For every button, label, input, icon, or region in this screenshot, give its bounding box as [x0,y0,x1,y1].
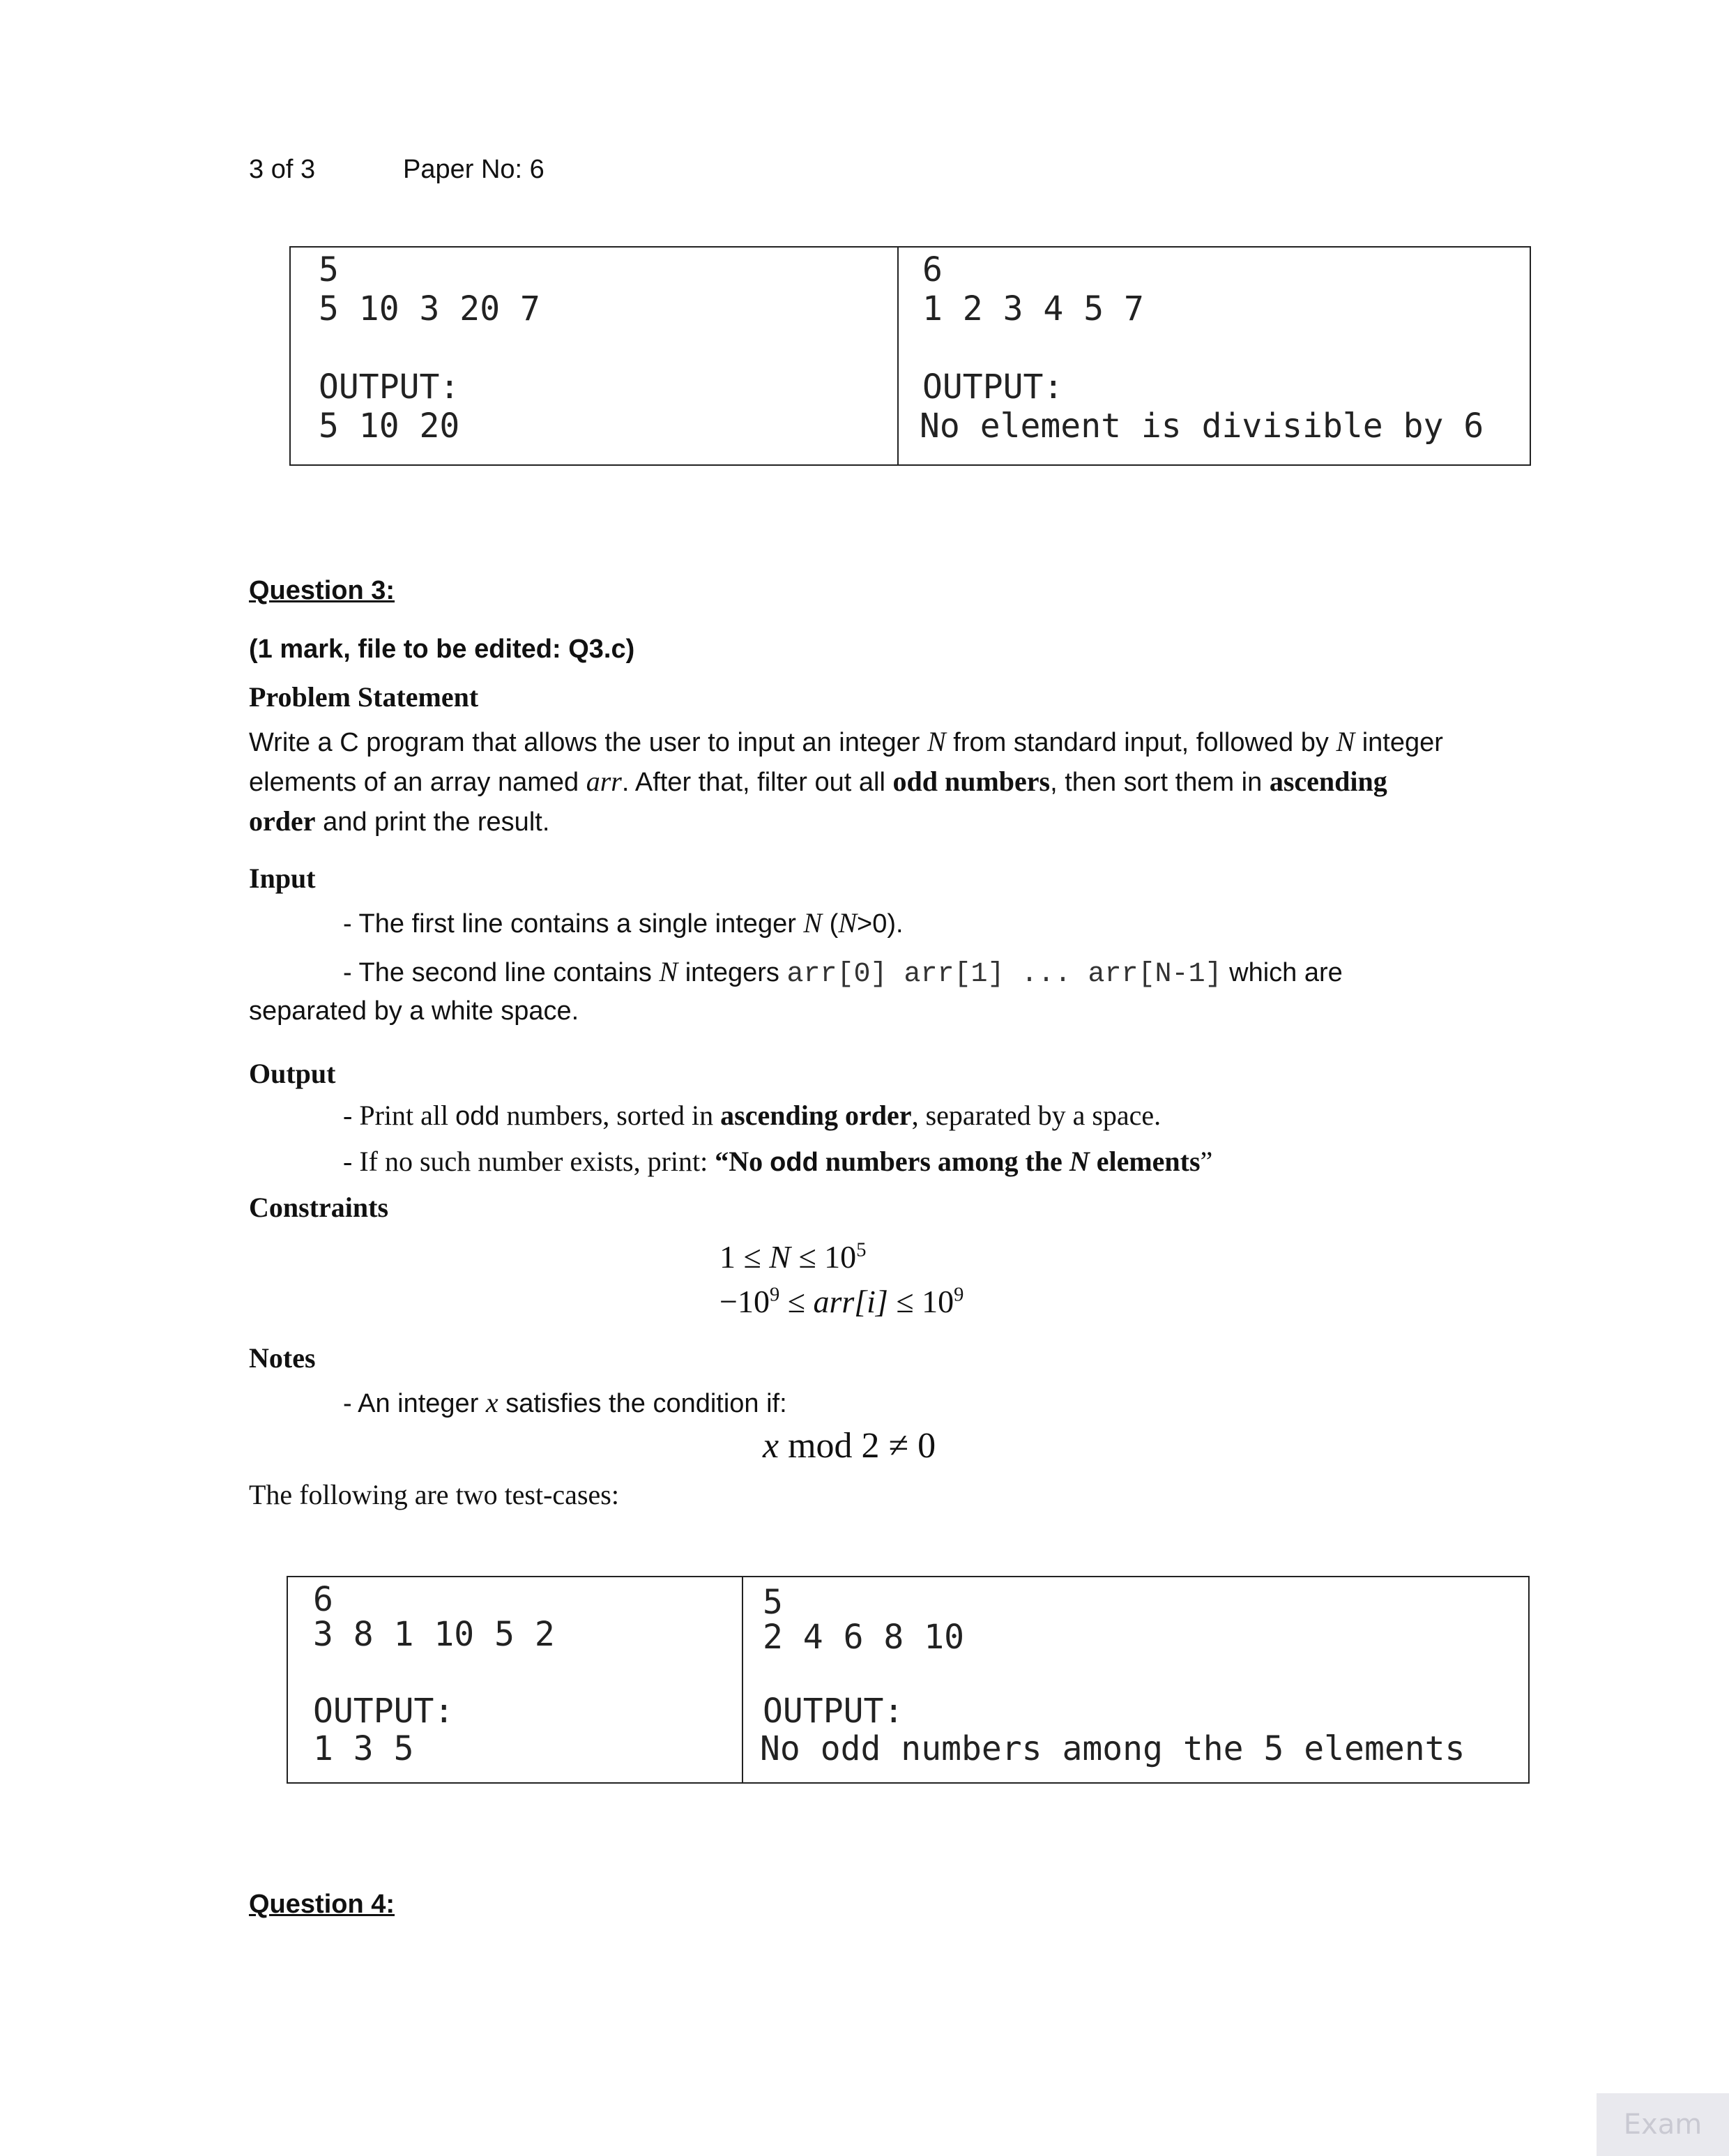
text: ( [822,909,839,939]
text: , separated by a space. [911,1100,1161,1131]
emphasis-ascending: ascending [1269,766,1387,797]
condition-equation [763,1425,936,1466]
test-case-2b [742,1577,1528,1782]
test-case-1b [897,248,1530,464]
input-section-title: Input [249,863,316,894]
var-n: N [659,956,678,987]
testcases-intro: The following are two test-cases: [249,1479,619,1510]
test-case-1a [291,248,897,464]
notes-title: Notes [249,1342,316,1374]
test-output-value: No element is divisible by 6 [920,407,1484,446]
statement-line-2 [249,762,1504,802]
text: numbers among the [818,1146,1069,1177]
constraints-title: Constraints [249,1192,389,1223]
var-n: N [769,1239,791,1275]
emphasis-odd-numbers: odd numbers [892,766,1051,797]
input-line-2 [343,952,1343,994]
test-input-n: 6 [922,250,943,289]
var-x: x [763,1426,779,1466]
text: >0). [857,909,904,939]
input-line-1 [343,904,904,943]
paper-number: Paper No: 6 [403,155,544,184]
watermark-text: Exam [1623,2109,1703,2141]
test-input-n: 5 [319,250,339,289]
text: 1 ≤ [719,1239,770,1275]
output-line-2 [343,1145,1212,1178]
input-line-3 [249,992,579,1031]
var-n: N [1069,1146,1090,1177]
text: - The second line contains [343,958,660,987]
text: integer [1355,728,1443,757]
test-output-value: 1 3 5 [313,1729,414,1768]
output-section-title: Output [249,1058,336,1089]
text: - An integer [343,1389,486,1418]
text: integers [678,958,787,987]
test-output-value: No odd numbers among the 5 elements [760,1729,1465,1768]
text: elements [1089,1146,1201,1177]
test-output-label: OUTPUT: [319,367,460,407]
problem-statement-title: Problem Statement [249,681,479,713]
test-output-label: OUTPUT: [313,1692,455,1731]
text: ” [1200,1146,1213,1177]
word-odd: odd [455,1102,500,1131]
exponent: 5 [856,1239,867,1261]
var-n: N [803,907,823,939]
statement-line-3 [249,802,1504,842]
var-arr: arr [586,766,622,797]
test-input-n: 6 [313,1580,333,1619]
test-input-array: 5 10 3 20 7 [319,289,540,328]
text: satisfies the condition if: [498,1389,787,1418]
test-case-2a [288,1577,742,1782]
var-arr-i: arr[i] [813,1284,888,1319]
text: numbers, sorted in [499,1100,721,1131]
test-input-n: 5 [763,1583,783,1622]
exponent: 9 [954,1284,964,1306]
test-output-value: 5 10 20 [319,407,460,446]
test-case-table-2 [287,1576,1530,1784]
var-n: N [1336,726,1355,757]
text: −10 [719,1284,770,1319]
text: separated by a white space. [249,996,579,1026]
text: elements of an array named [249,768,586,797]
statement-line-1 [249,722,1504,762]
text: ≤ 10 [790,1239,857,1275]
var-x: x [485,1387,498,1418]
text: ≤ 10 [888,1284,954,1319]
test-case-table-1 [289,246,1531,466]
question-3-heading: Question 3: [249,576,395,605]
exponent: 9 [769,1284,780,1306]
constraint-n [719,1238,866,1275]
test-input-array: 1 2 3 4 5 7 [922,289,1144,328]
emphasis-order: order [249,805,316,837]
emphasis-ascending-order: ascending order [720,1100,912,1131]
constraint-arr [719,1283,963,1320]
notes-line-1 [343,1383,787,1423]
exam-watermark-logo [1597,2093,1729,2156]
array-notation: arr[0] arr[1] ... arr[N-1] [786,959,1222,990]
test-input-array: 2 4 6 8 10 [763,1618,964,1657]
text: “No [715,1146,770,1177]
test-output-label: OUTPUT: [922,367,1064,407]
question-3-marks: (1 mark, file to be edited: Q3.c) [249,635,635,664]
text: . After that, filter out all [621,768,893,797]
var-n: N [838,907,858,939]
text: from standard input, followed by [945,728,1336,757]
text: Write a C program that allows the user to input an integer [249,728,928,757]
word-odd: odd [770,1148,818,1177]
text: mod 2 ≠ 0 [779,1426,936,1466]
page-number: 3 of 3 [249,155,316,184]
text: - If no such number exists, print: [343,1146,715,1177]
var-n: N [927,726,946,757]
text: and print the result. [315,807,550,837]
question-4-heading: Question 4: [249,1890,395,1919]
text: which are [1221,958,1343,987]
test-input-array: 3 8 1 10 5 2 [313,1615,555,1654]
text: , then sort them in [1050,768,1270,797]
text: ≤ [779,1284,814,1319]
test-output-label: OUTPUT: [763,1692,904,1731]
problem-statement [249,722,1504,842]
text: - The first line contains a single integer [343,909,804,939]
text: - Print all [343,1100,456,1131]
output-line-1 [343,1099,1161,1132]
